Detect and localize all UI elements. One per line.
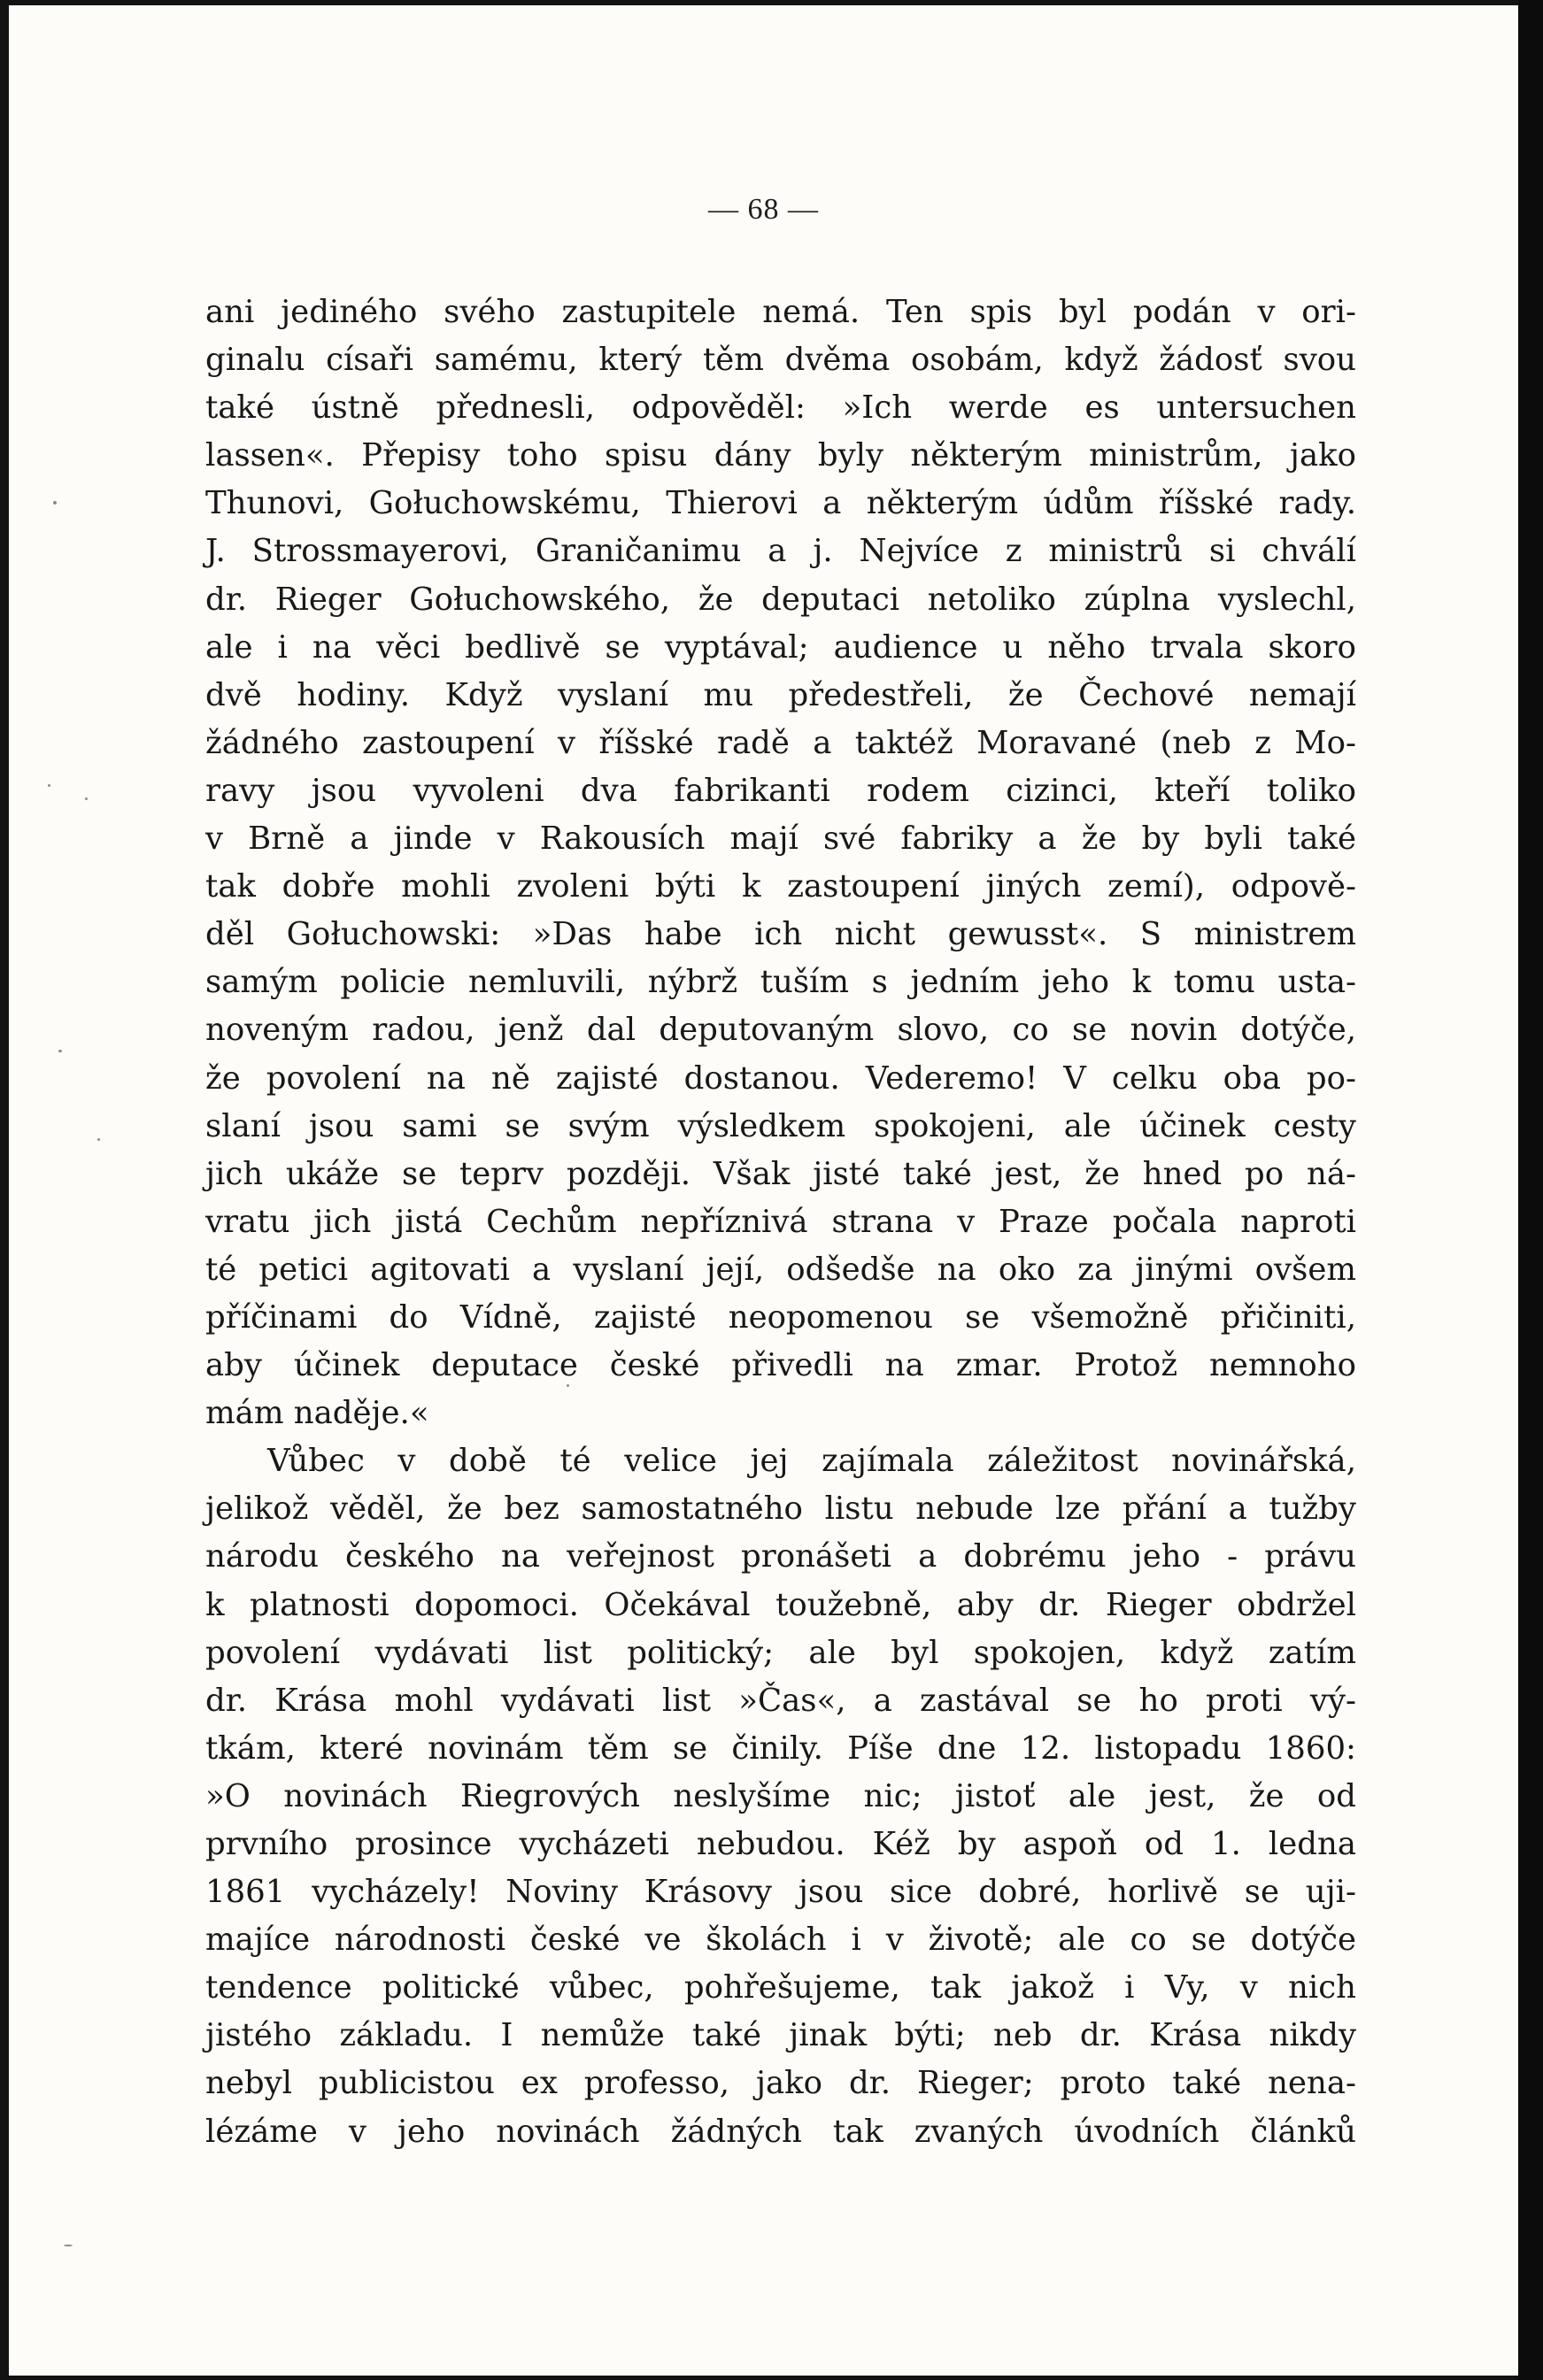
- scan-speck: [97, 1138, 100, 1141]
- text-line: příčinami do Vídně, zajisté neopomenou se všemožně přičiniti,: [205, 1298, 1356, 1336]
- text-line: J. Strossmayerovi, Graničanimu a j. Nejvíce z ministrů si chválí: [205, 533, 1356, 570]
- text-line: ravy jsou vyvoleni dva fabrikanti rodem cizinci, kteří toliko: [205, 772, 1356, 809]
- book-page: [9, 5, 1518, 2376]
- scan-speck: [64, 2245, 73, 2246]
- text-line: prvního prosince vycházeti nebudou. Kéž by aspoň od 1. ledna: [205, 1826, 1356, 1862]
- text-line: žádného zastoupení v říšské radě a taktéž Moravané (neb z Mo-: [205, 724, 1356, 761]
- text-line: národu českého na veřejnost pronášeti a dobrému jeho - právu: [205, 1538, 1356, 1575]
- text-line: ale i na věci bedlivě se vyptával; audience u něho trvala skoro: [205, 628, 1356, 666]
- text-line: k platnosti dopomoci. Očekával toužebně, aby dr. Rieger obdržel: [205, 1586, 1356, 1623]
- text-line: také ústně přednesli, odpověděl: »Ich werde es untersuchen: [205, 389, 1356, 427]
- text-line: děl Gołuchowski: »Das habe ich nicht gewusst«. S ministrem: [205, 916, 1356, 953]
- scan-speck: [58, 1050, 62, 1052]
- page-number: — 68 —: [708, 193, 819, 226]
- text-line: dr. Krása mohl vydávati list »Čas«, a zastával se ho proti vý-: [205, 1682, 1356, 1719]
- text-line: v Brně a jinde v Rakousích mají své fabriky a že by byli také: [205, 820, 1356, 858]
- paragraph-end-line: mám naděje.«: [205, 1395, 429, 1432]
- text-line: lassen«. Přepisy toho spisu dány byly některým ministrům, jako: [205, 437, 1356, 474]
- scan-speck: [53, 501, 57, 504]
- text-line: tak dobře mohli zvoleni býti k zastoupení jiných zemí), odpově-: [205, 868, 1356, 905]
- text-line: samým policie nemluvili, nýbrž tuším s jedním jeho k tomu usta-: [205, 964, 1356, 1001]
- text-line: že povolení na ně zajisté dostanou. Vederemo! V celku oba po-: [205, 1059, 1356, 1097]
- text-line: dr. Rieger Gołuchowského, že deputaci netoliko zúplna vyslechl,: [205, 581, 1356, 618]
- text-line: té petici agitovati a vyslaní její, odšedše na oko za jinými ovšem: [205, 1251, 1356, 1288]
- text-line: ginalu císaři samému, který těm dvěma osobám, když žádosť svou: [205, 342, 1356, 379]
- text-line: vratu jich jistá Cechům nepříznivá strana v Praze počala naproti: [205, 1203, 1356, 1240]
- scan-speck: [48, 784, 50, 787]
- text-line: noveným radou, jenž dal deputovaným slovo, co se novin dotýče,: [205, 1012, 1356, 1049]
- text-line: dvě hodiny. Když vyslaní mu předestřeli, že Čechové nemají: [205, 676, 1356, 713]
- text-line: jelikož věděl, že bez samostatného listu nebude lze přání a tužby: [205, 1490, 1356, 1528]
- text-line: lézáme v jeho novinách žádných tak zvaných úvodních článků: [205, 2113, 1356, 2150]
- text-line: 1861 vycházely! Noviny Krásovy jsou sice dobré, horlivě se uji-: [205, 1874, 1356, 1911]
- text-line: slaní jsou sami se svým výsledkem spokojeni, ale účinek cesty: [205, 1107, 1356, 1144]
- text-line: nebyl publicistou ex professo, jako dr. Rieger; proto také nena-: [205, 2065, 1356, 2102]
- text-line: Thunovi, Gołuchowskému, Thierovi a některým údům říšské rady.: [205, 485, 1356, 522]
- scan-speck: [567, 1384, 569, 1387]
- scan-dark-edge: [1518, 0, 1543, 2380]
- text-line: aby účinek deputace české přivedli na zmar. Protož nemnoho: [205, 1347, 1356, 1384]
- text-line: povolení vydávati list politický; ale byl spokojen, když zatím: [205, 1634, 1356, 1671]
- text-line: jich ukáže se teprv později. Však jisté také jest, že hned po ná-: [205, 1155, 1356, 1192]
- body-text: [205, 289, 1356, 2156]
- text-line: majíce národnosti české ve školách i v životě; ale co se dotýče: [205, 1922, 1356, 1959]
- text-line: ani jediného svého zastupitele nemá. Ten spis byl podán v ori-: [205, 294, 1356, 330]
- paragraph-start-line: Vůbec v době té velice jej zajímala záležitost novinářská,: [267, 1443, 1356, 1480]
- text-line: »O novinách Riegrových neslyšíme nic; jistoť ale jest, že od: [205, 1777, 1356, 1814]
- text-line: tendence politické vůbec, pohřešujeme, tak jakož i Vy, v nich: [205, 1969, 1356, 2006]
- scan-speck: [85, 797, 88, 800]
- text-line: tkám, které novinám těm se činily. Píše dne 12. listopadu 1860:: [205, 1729, 1356, 1767]
- text-line: jistého základu. I nemůže také jinak býti; neb dr. Krása nikdy: [205, 2017, 1356, 2054]
